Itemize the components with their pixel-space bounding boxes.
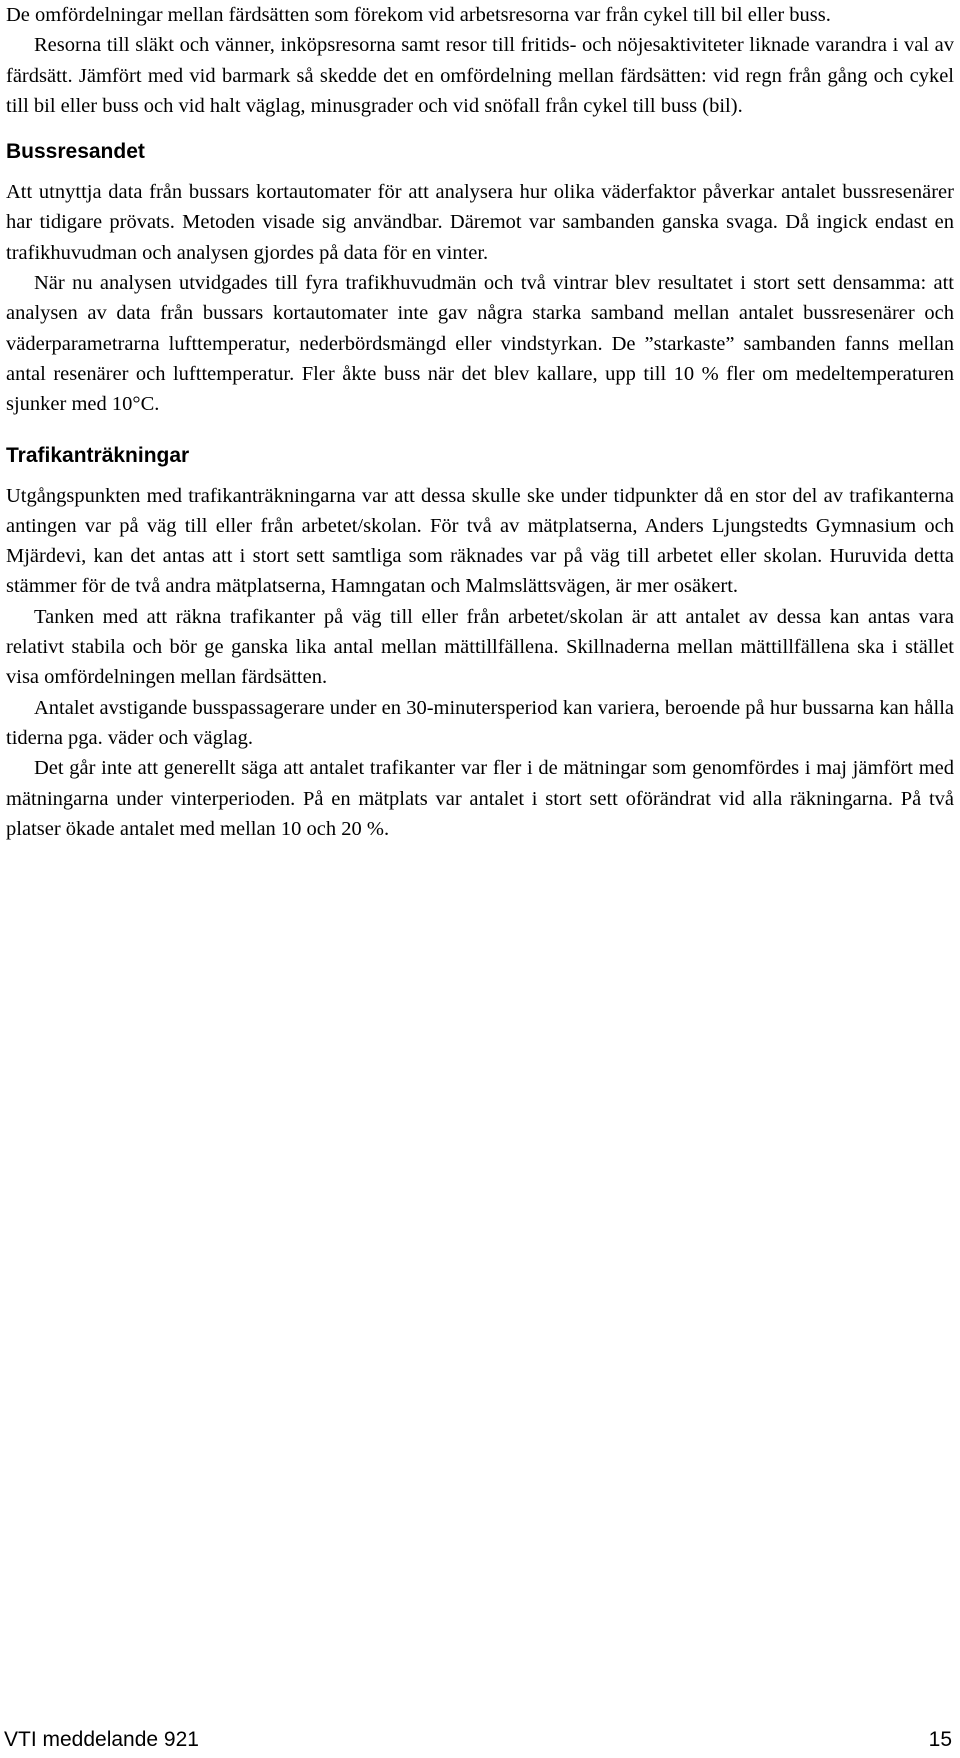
footer-publication: VTI meddelande 921 [4, 1728, 199, 1751]
trafik-paragraph-1: Utgångspunkten med trafikanträkningarna var att dessa skulle ske under tidpunkter då en stor del av trafikanterna antingen var på väg till eller från arbetet/skolan. För två av mätplatserna, Anders Ljungstedts Gymnasium och Mjärdevi, kan det antas att i stort sett samtliga som räknades var på väg till arbetet eller skolan. Huruvida detta stämmer för de två andra mätplatserna, Hamngatan och Malmslättsvägen, är mer osäkert. [6, 484, 954, 598]
trafik-paragraph-4: Det går inte att generellt säga att antalet trafikanter var fler i de mätningar som genomfördes i maj jämfört med mätningarna under vinterperioden. På en mätplats var antalet i stort sett oförändrat vid alla räkningarna. På två platser ökade antalet med mellan 10 och 20 %. [6, 757, 954, 840]
buss-paragraph-2: När nu analysen utvidgades till fyra trafikhuvudmän och två vintrar blev resultatet i stort sett densamma: att analysen av data från bussars kortautomater inte gav några starka samband mellan antalet bussresenärer och väderparametrarna lufttemperatur, nederbördsmängd eller vindstyrkan. De ”starkaste” sambanden fanns mellan antal resenärer och lufttemperatur. Fler åkte buss när det blev kallare, upp till 10 % fler om medeltemperaturen sjunker med 10°C. [6, 272, 954, 416]
buss-paragraph-1: Att utnyttja data från bussars kortautomater för att analysera hur olika väderfaktor påverkar antalet bussresenärer har tidigare prövats. Metoden visade sig användbar. Däremot var sambanden ganska svaga. Då ingick endast en trafikhuvudman och analysen gjordes på data för en vinter. [6, 181, 954, 264]
trafik-paragraph-2: Tanken med att räkna trafikanter på väg till eller från arbetet/skolan är att antalet av dessa kan antas vara relativt stabila och bör ge ganska lika antal mellan mättillfällena. Skillnaderna mellan mättillfällena ska i stället visa omfördelningen mellan färdsätten. [6, 605, 954, 689]
intro-paragraph-2: Resorna till släkt och vänner, inköpsresorna samt resor till fritids- och nöjesaktiviteter liknade varandra i val av färdsätt. Jämfört med vid barmark så skedde det en omfördelning mellan färdsätten: vid regn från gång och cykel till bil eller buss och vid halt väglag, minusgrader och vid snöfall från cykel till buss (bil). [6, 34, 954, 117]
body-text [6, 0, 954, 844]
intro-paragraph-1: De omfördelningar mellan färdsätten som förekom vid arbetsresorna var från cykel till bil eller buss. [6, 4, 831, 26]
section-heading-bussresandet: Bussresandet [6, 140, 145, 164]
trafik-paragraph-3: Antalet avstigande busspassagerare under en 30-minutersperiod kan variera, beroende på hur bussarna kan hålla tiderna pga. väder och väglag. [6, 696, 954, 749]
footer-page-number: 15 [928, 1728, 952, 1751]
section-heading-trafikantrakningar: Trafikanträkningar [6, 443, 190, 467]
